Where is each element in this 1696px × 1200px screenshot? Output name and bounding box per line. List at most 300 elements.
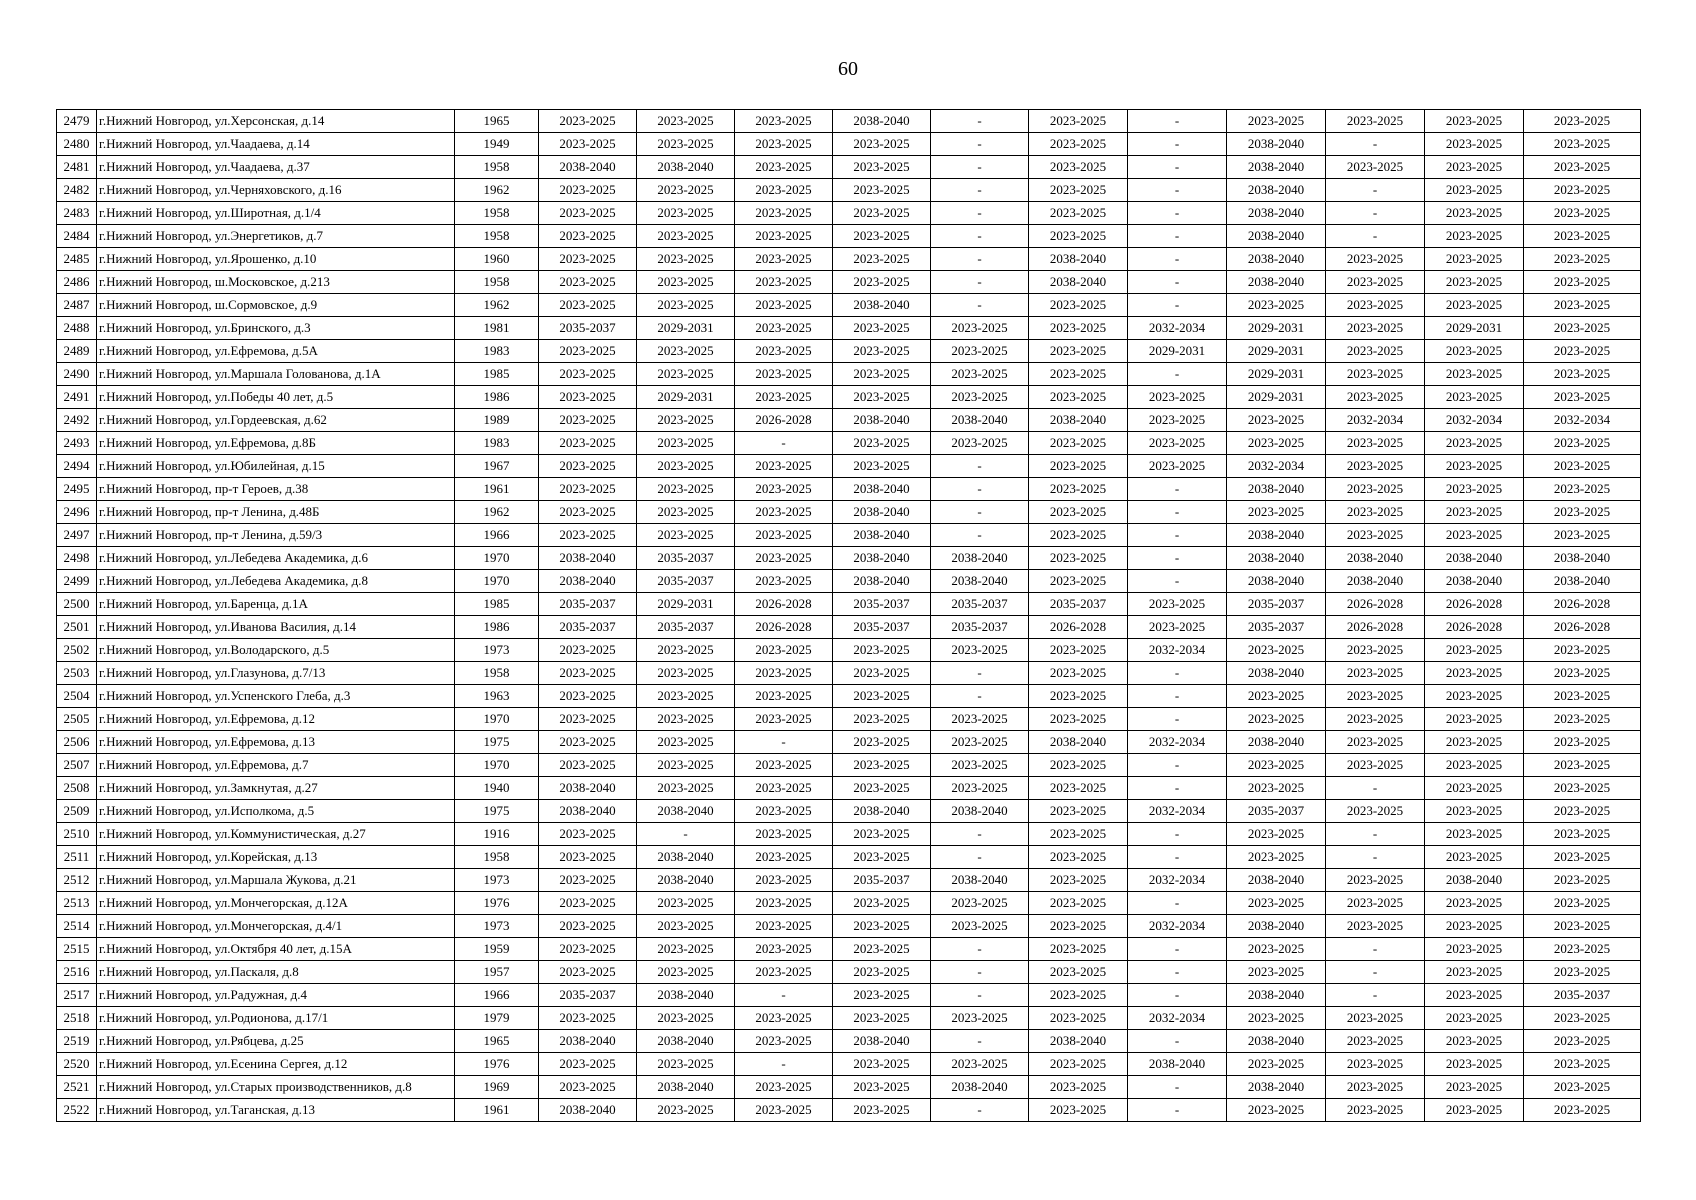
cell-period-4: 2038-2040 <box>833 409 931 432</box>
cell-period-5: - <box>931 524 1029 547</box>
cell-period-7: - <box>1128 248 1227 271</box>
cell-address: г.Нижний Новгород, ш.Московское, д.213 <box>97 271 455 294</box>
cell-period-7: - <box>1128 271 1227 294</box>
cell-period-7: 2023-2025 <box>1128 386 1227 409</box>
cell-period-8: 2038-2040 <box>1227 547 1326 570</box>
cell-row-number: 2492 <box>57 409 97 432</box>
cell-period-8: 2038-2040 <box>1227 570 1326 593</box>
cell-period-4: 2023-2025 <box>833 846 931 869</box>
cell-period-4: 2023-2025 <box>833 271 931 294</box>
cell-row-number: 2487 <box>57 294 97 317</box>
cell-period-8: 2038-2040 <box>1227 869 1326 892</box>
cell-build-year: 1962 <box>455 294 539 317</box>
cell-period-6: 2023-2025 <box>1029 639 1128 662</box>
cell-period-5: 2035-2037 <box>931 593 1029 616</box>
cell-build-year: 1962 <box>455 179 539 202</box>
cell-period-9: 2023-2025 <box>1326 1053 1425 1076</box>
cell-period-5: - <box>931 110 1029 133</box>
cell-period-6: 2038-2040 <box>1029 731 1128 754</box>
cell-period-6: 2023-2025 <box>1029 524 1128 547</box>
cell-build-year: 1976 <box>455 892 539 915</box>
cell-period-4: 2023-2025 <box>833 662 931 685</box>
table-row <box>57 455 1641 478</box>
cell-period-4: 2038-2040 <box>833 110 931 133</box>
cell-period-7: - <box>1128 110 1227 133</box>
cell-address: г.Нижний Новгород, ул.Гордеевская, д.62 <box>97 409 455 432</box>
cell-period-10: 2026-2028 <box>1425 593 1524 616</box>
table-row <box>57 248 1641 271</box>
cell-period-10: 2023-2025 <box>1425 432 1524 455</box>
cell-period-11: 2023-2025 <box>1524 110 1641 133</box>
cell-period-6: 2023-2025 <box>1029 294 1128 317</box>
cell-period-7: - <box>1128 133 1227 156</box>
cell-period-11: 2032-2034 <box>1524 409 1641 432</box>
cell-row-number: 2491 <box>57 386 97 409</box>
table-row <box>57 1099 1641 1122</box>
cell-period-3: - <box>735 984 833 1007</box>
cell-period-6: 2023-2025 <box>1029 915 1128 938</box>
cell-period-5: 2038-2040 <box>931 1076 1029 1099</box>
cell-period-4: 2023-2025 <box>833 133 931 156</box>
cell-period-2: 2023-2025 <box>637 225 735 248</box>
cell-build-year: 1986 <box>455 616 539 639</box>
cell-row-number: 2518 <box>57 1007 97 1030</box>
cell-period-2: 2023-2025 <box>637 501 735 524</box>
cell-build-year: 1916 <box>455 823 539 846</box>
cell-period-3: 2023-2025 <box>735 708 833 731</box>
cell-period-5: 2023-2025 <box>931 1053 1029 1076</box>
cell-period-3: - <box>735 731 833 754</box>
cell-period-3: 2026-2028 <box>735 616 833 639</box>
cell-period-5: - <box>931 938 1029 961</box>
cell-period-9: - <box>1326 133 1425 156</box>
table-row <box>57 869 1641 892</box>
cell-address: г.Нижний Новгород, пр-т Героев, д.38 <box>97 478 455 501</box>
cell-period-7: 2023-2025 <box>1128 432 1227 455</box>
cell-period-10: 2023-2025 <box>1425 823 1524 846</box>
cell-period-6: 2026-2028 <box>1029 616 1128 639</box>
cell-period-1: 2023-2025 <box>539 478 637 501</box>
cell-period-6: 2023-2025 <box>1029 1099 1128 1122</box>
cell-period-6: 2023-2025 <box>1029 133 1128 156</box>
cell-period-3: 2023-2025 <box>735 777 833 800</box>
cell-row-number: 2517 <box>57 984 97 1007</box>
cell-period-5: 2038-2040 <box>931 409 1029 432</box>
cell-period-9: - <box>1326 846 1425 869</box>
cell-period-3: 2023-2025 <box>735 202 833 225</box>
cell-period-8: 2023-2025 <box>1227 777 1326 800</box>
cell-period-3: 2023-2025 <box>735 892 833 915</box>
cell-period-9: 2023-2025 <box>1326 110 1425 133</box>
cell-period-8: 2023-2025 <box>1227 1053 1326 1076</box>
table-row <box>57 823 1641 846</box>
cell-period-4: 2023-2025 <box>833 317 931 340</box>
cell-address: г.Нижний Новгород, ул.Паскаля, д.8 <box>97 961 455 984</box>
cell-period-5: - <box>931 478 1029 501</box>
cell-period-9: 2023-2025 <box>1326 478 1425 501</box>
cell-period-5: 2038-2040 <box>931 869 1029 892</box>
cell-period-1: 2038-2040 <box>539 1099 637 1122</box>
cell-period-2: 2023-2025 <box>637 409 735 432</box>
cell-period-10: 2023-2025 <box>1425 961 1524 984</box>
cell-build-year: 1985 <box>455 363 539 386</box>
cell-address: г.Нижний Новгород, ул.Исполкома, д.5 <box>97 800 455 823</box>
cell-period-8: 2038-2040 <box>1227 156 1326 179</box>
cell-period-1: 2038-2040 <box>539 1030 637 1053</box>
table-row <box>57 478 1641 501</box>
cell-period-8: 2038-2040 <box>1227 133 1326 156</box>
cell-row-number: 2514 <box>57 915 97 938</box>
cell-row-number: 2515 <box>57 938 97 961</box>
cell-period-9: 2023-2025 <box>1326 1007 1425 1030</box>
cell-period-3: 2023-2025 <box>735 800 833 823</box>
cell-build-year: 1970 <box>455 570 539 593</box>
table-row <box>57 639 1641 662</box>
cell-period-2: 2023-2025 <box>637 179 735 202</box>
cell-period-5: 2023-2025 <box>931 754 1029 777</box>
cell-period-2: 2023-2025 <box>637 662 735 685</box>
cell-period-5: - <box>931 1030 1029 1053</box>
cell-period-2: 2023-2025 <box>637 1007 735 1030</box>
cell-period-11: 2023-2025 <box>1524 777 1641 800</box>
cell-period-9: 2023-2025 <box>1326 294 1425 317</box>
table-row <box>57 662 1641 685</box>
cell-period-6: 2023-2025 <box>1029 754 1128 777</box>
cell-period-4: 2038-2040 <box>833 547 931 570</box>
cell-period-8: 2038-2040 <box>1227 202 1326 225</box>
cell-period-5: - <box>931 685 1029 708</box>
cell-period-3: 2023-2025 <box>735 547 833 570</box>
cell-period-5: - <box>931 202 1029 225</box>
cell-period-5: 2023-2025 <box>931 432 1029 455</box>
table-row <box>57 133 1641 156</box>
cell-period-6: 2038-2040 <box>1029 1030 1128 1053</box>
cell-period-4: 2023-2025 <box>833 777 931 800</box>
cell-period-8: 2038-2040 <box>1227 731 1326 754</box>
cell-row-number: 2493 <box>57 432 97 455</box>
cell-period-1: 2023-2025 <box>539 225 637 248</box>
cell-period-10: 2023-2025 <box>1425 754 1524 777</box>
cell-period-5: - <box>931 984 1029 1007</box>
cell-row-number: 2494 <box>57 455 97 478</box>
cell-build-year: 1963 <box>455 685 539 708</box>
cell-period-4: 2038-2040 <box>833 501 931 524</box>
cell-period-3: 2023-2025 <box>735 225 833 248</box>
cell-period-9: 2023-2025 <box>1326 731 1425 754</box>
cell-period-9: 2023-2025 <box>1326 248 1425 271</box>
table-row <box>57 386 1641 409</box>
cell-period-11: 2038-2040 <box>1524 570 1641 593</box>
cell-period-10: 2023-2025 <box>1425 478 1524 501</box>
cell-period-5: 2023-2025 <box>931 363 1029 386</box>
cell-period-7: 2038-2040 <box>1128 1053 1227 1076</box>
cell-period-4: 2038-2040 <box>833 294 931 317</box>
table-row <box>57 225 1641 248</box>
cell-period-10: 2023-2025 <box>1425 685 1524 708</box>
cell-period-1: 2023-2025 <box>539 524 637 547</box>
cell-build-year: 1966 <box>455 524 539 547</box>
cell-period-4: 2038-2040 <box>833 524 931 547</box>
cell-address: г.Нижний Новгород, ул.Глазунова, д.7/13 <box>97 662 455 685</box>
cell-period-5: 2023-2025 <box>931 386 1029 409</box>
table-row <box>57 409 1641 432</box>
table-row <box>57 110 1641 133</box>
cell-period-10: 2023-2025 <box>1425 800 1524 823</box>
cell-period-4: 2023-2025 <box>833 639 931 662</box>
cell-period-1: 2023-2025 <box>539 938 637 961</box>
cell-period-10: 2038-2040 <box>1425 869 1524 892</box>
cell-period-9: 2023-2025 <box>1326 432 1425 455</box>
table-row <box>57 317 1641 340</box>
cell-period-4: 2023-2025 <box>833 202 931 225</box>
cell-period-10: 2023-2025 <box>1425 731 1524 754</box>
cell-period-3: 2023-2025 <box>735 363 833 386</box>
cell-period-8: 2035-2037 <box>1227 616 1326 639</box>
cell-address: г.Нижний Новгород, ул.Маршала Голованова, д.1А <box>97 363 455 386</box>
cell-period-7: - <box>1128 524 1227 547</box>
cell-period-11: 2023-2025 <box>1524 1099 1641 1122</box>
cell-period-1: 2023-2025 <box>539 501 637 524</box>
cell-build-year: 1958 <box>455 202 539 225</box>
cell-build-year: 1958 <box>455 156 539 179</box>
cell-address: г.Нижний Новгород, ул.Херсонская, д.14 <box>97 110 455 133</box>
table-row <box>57 846 1641 869</box>
cell-period-7: - <box>1128 202 1227 225</box>
cell-period-9: 2023-2025 <box>1326 501 1425 524</box>
cell-period-9: - <box>1326 938 1425 961</box>
cell-period-5: 2023-2025 <box>931 915 1029 938</box>
cell-period-11: 2023-2025 <box>1524 248 1641 271</box>
cell-period-2: 2038-2040 <box>637 869 735 892</box>
cell-build-year: 1962 <box>455 501 539 524</box>
cell-row-number: 2479 <box>57 110 97 133</box>
cell-period-4: 2023-2025 <box>833 432 931 455</box>
cell-period-3: 2023-2025 <box>735 386 833 409</box>
cell-period-11: 2026-2028 <box>1524 616 1641 639</box>
cell-period-6: 2023-2025 <box>1029 432 1128 455</box>
cell-period-3: 2023-2025 <box>735 938 833 961</box>
cell-period-9: 2023-2025 <box>1326 662 1425 685</box>
cell-period-11: 2023-2025 <box>1524 823 1641 846</box>
cell-period-2: 2038-2040 <box>637 1076 735 1099</box>
cell-period-5: - <box>931 961 1029 984</box>
cell-period-6: 2038-2040 <box>1029 409 1128 432</box>
cell-period-9: 2023-2025 <box>1326 455 1425 478</box>
cell-period-10: 2032-2034 <box>1425 409 1524 432</box>
cell-period-10: 2029-2031 <box>1425 317 1524 340</box>
table-row <box>57 892 1641 915</box>
cell-period-1: 2038-2040 <box>539 547 637 570</box>
cell-row-number: 2486 <box>57 271 97 294</box>
cell-address: г.Нижний Новгород, ул.Коммунистическая, д.27 <box>97 823 455 846</box>
cell-period-4: 2038-2040 <box>833 1030 931 1053</box>
cell-address: г.Нижний Новгород, ул.Чаадаева, д.14 <box>97 133 455 156</box>
cell-row-number: 2485 <box>57 248 97 271</box>
cell-period-7: - <box>1128 846 1227 869</box>
cell-period-11: 2023-2025 <box>1524 708 1641 731</box>
cell-period-10: 2023-2025 <box>1425 1053 1524 1076</box>
cell-period-5: - <box>931 271 1029 294</box>
cell-period-5: - <box>931 156 1029 179</box>
cell-period-8: 2038-2040 <box>1227 984 1326 1007</box>
cell-build-year: 1958 <box>455 271 539 294</box>
cell-period-10: 2023-2025 <box>1425 179 1524 202</box>
table-row <box>57 524 1641 547</box>
cell-period-10: 2023-2025 <box>1425 133 1524 156</box>
cell-period-6: 2023-2025 <box>1029 823 1128 846</box>
cell-period-5: 2023-2025 <box>931 731 1029 754</box>
cell-period-7: 2029-2031 <box>1128 340 1227 363</box>
cell-period-11: 2023-2025 <box>1524 501 1641 524</box>
cell-build-year: 1949 <box>455 133 539 156</box>
cell-period-3: 2026-2028 <box>735 593 833 616</box>
cell-period-11: 2035-2037 <box>1524 984 1641 1007</box>
cell-period-5: 2035-2037 <box>931 616 1029 639</box>
cell-period-1: 2023-2025 <box>539 202 637 225</box>
cell-period-3: 2023-2025 <box>735 1007 833 1030</box>
cell-row-number: 2498 <box>57 547 97 570</box>
cell-period-1: 2038-2040 <box>539 800 637 823</box>
cell-period-9: - <box>1326 179 1425 202</box>
cell-row-number: 2495 <box>57 478 97 501</box>
cell-period-8: 2023-2025 <box>1227 892 1326 915</box>
cell-address: г.Нижний Новгород, ул.Ефремова, д.5А <box>97 340 455 363</box>
cell-period-2: 2023-2025 <box>637 1099 735 1122</box>
cell-build-year: 1970 <box>455 547 539 570</box>
cell-period-2: 2023-2025 <box>637 524 735 547</box>
cell-period-2: 2023-2025 <box>637 110 735 133</box>
cell-period-9: 2023-2025 <box>1326 754 1425 777</box>
cell-period-10: 2023-2025 <box>1425 1030 1524 1053</box>
cell-period-6: 2023-2025 <box>1029 708 1128 731</box>
cell-address: г.Нижний Новгород, ул.Ефремова, д.8Б <box>97 432 455 455</box>
cell-period-8: 2029-2031 <box>1227 317 1326 340</box>
cell-period-5: - <box>931 179 1029 202</box>
cell-period-2: - <box>637 823 735 846</box>
cell-period-4: 2023-2025 <box>833 823 931 846</box>
cell-period-10: 2038-2040 <box>1425 547 1524 570</box>
cell-period-11: 2023-2025 <box>1524 386 1641 409</box>
cell-period-7: - <box>1128 685 1227 708</box>
cell-period-6: 2038-2040 <box>1029 248 1128 271</box>
cell-period-2: 2029-2031 <box>637 317 735 340</box>
cell-period-10: 2038-2040 <box>1425 570 1524 593</box>
cell-period-7: 2032-2034 <box>1128 1007 1227 1030</box>
cell-period-8: 2035-2037 <box>1227 800 1326 823</box>
cell-period-1: 2023-2025 <box>539 1053 637 1076</box>
cell-address: г.Нижний Новгород, ул.Бринского, д.3 <box>97 317 455 340</box>
table-row <box>57 1076 1641 1099</box>
cell-address: г.Нижний Новгород, ул.Юбилейная, д.15 <box>97 455 455 478</box>
cell-address: г.Нижний Новгород, ул.Есенина Сергея, д.12 <box>97 1053 455 1076</box>
page-number: 60 <box>838 58 858 80</box>
cell-row-number: 2511 <box>57 846 97 869</box>
cell-period-10: 2023-2025 <box>1425 225 1524 248</box>
cell-period-2: 2035-2037 <box>637 547 735 570</box>
cell-period-1: 2023-2025 <box>539 363 637 386</box>
cell-period-4: 2023-2025 <box>833 156 931 179</box>
cell-period-6: 2023-2025 <box>1029 478 1128 501</box>
cell-period-7: - <box>1128 708 1227 731</box>
table-row <box>57 547 1641 570</box>
cell-period-7: - <box>1128 1030 1227 1053</box>
cell-address: г.Нижний Новгород, ул.Победы 40 лет, д.5 <box>97 386 455 409</box>
cell-period-10: 2023-2025 <box>1425 110 1524 133</box>
cell-period-9: 2023-2025 <box>1326 340 1425 363</box>
cell-period-5: - <box>931 823 1029 846</box>
cell-period-10: 2023-2025 <box>1425 662 1524 685</box>
cell-period-2: 2023-2025 <box>637 478 735 501</box>
cell-period-11: 2023-2025 <box>1524 179 1641 202</box>
cell-period-9: 2023-2025 <box>1326 271 1425 294</box>
cell-period-5: 2023-2025 <box>931 317 1029 340</box>
cell-period-8: 2032-2034 <box>1227 455 1326 478</box>
cell-period-3: 2023-2025 <box>735 662 833 685</box>
cell-period-8: 2038-2040 <box>1227 248 1326 271</box>
cell-period-4: 2023-2025 <box>833 1007 931 1030</box>
cell-period-10: 2026-2028 <box>1425 616 1524 639</box>
cell-period-10: 2023-2025 <box>1425 363 1524 386</box>
cell-period-8: 2023-2025 <box>1227 1099 1326 1122</box>
cell-period-3: 2023-2025 <box>735 133 833 156</box>
cell-period-4: 2023-2025 <box>833 1053 931 1076</box>
cell-period-8: 2035-2037 <box>1227 593 1326 616</box>
cell-period-6: 2023-2025 <box>1029 846 1128 869</box>
cell-period-6: 2023-2025 <box>1029 179 1128 202</box>
cell-address: г.Нижний Новгород, ул.Лебедева Академика, д.6 <box>97 547 455 570</box>
cell-period-7: - <box>1128 754 1227 777</box>
cell-period-5: - <box>931 455 1029 478</box>
cell-period-4: 2023-2025 <box>833 225 931 248</box>
cell-period-6: 2023-2025 <box>1029 386 1128 409</box>
cell-period-1: 2023-2025 <box>539 133 637 156</box>
table-row <box>57 938 1641 961</box>
cell-period-11: 2023-2025 <box>1524 1007 1641 1030</box>
cell-period-8: 2038-2040 <box>1227 1076 1326 1099</box>
cell-period-1: 2023-2025 <box>539 432 637 455</box>
cell-row-number: 2501 <box>57 616 97 639</box>
cell-period-9: 2023-2025 <box>1326 915 1425 938</box>
cell-address: г.Нижний Новгород, ул.Ефремова, д.13 <box>97 731 455 754</box>
table-row <box>57 754 1641 777</box>
cell-period-6: 2023-2025 <box>1029 317 1128 340</box>
cell-period-2: 2023-2025 <box>637 777 735 800</box>
cell-period-11: 2023-2025 <box>1524 892 1641 915</box>
cell-period-2: 2023-2025 <box>637 961 735 984</box>
cell-build-year: 1967 <box>455 455 539 478</box>
cell-period-11: 2023-2025 <box>1524 271 1641 294</box>
cell-address: г.Нижний Новгород, ул.Октября 40 лет, д.15А <box>97 938 455 961</box>
table-row <box>57 1053 1641 1076</box>
cell-period-3: 2023-2025 <box>735 823 833 846</box>
cell-period-9: 2038-2040 <box>1326 547 1425 570</box>
cell-period-3: 2023-2025 <box>735 501 833 524</box>
cell-period-2: 2023-2025 <box>637 133 735 156</box>
cell-row-number: 2497 <box>57 524 97 547</box>
cell-period-1: 2023-2025 <box>539 1076 637 1099</box>
cell-period-6: 2023-2025 <box>1029 1053 1128 1076</box>
cell-period-1: 2038-2040 <box>539 156 637 179</box>
cell-period-8: 2038-2040 <box>1227 524 1326 547</box>
table-row <box>57 593 1641 616</box>
cell-period-5: - <box>931 133 1029 156</box>
cell-period-1: 2023-2025 <box>539 662 637 685</box>
table-row <box>57 156 1641 179</box>
cell-period-2: 2038-2040 <box>637 800 735 823</box>
cell-build-year: 1973 <box>455 869 539 892</box>
cell-period-1: 2023-2025 <box>539 915 637 938</box>
cell-period-1: 2023-2025 <box>539 892 637 915</box>
